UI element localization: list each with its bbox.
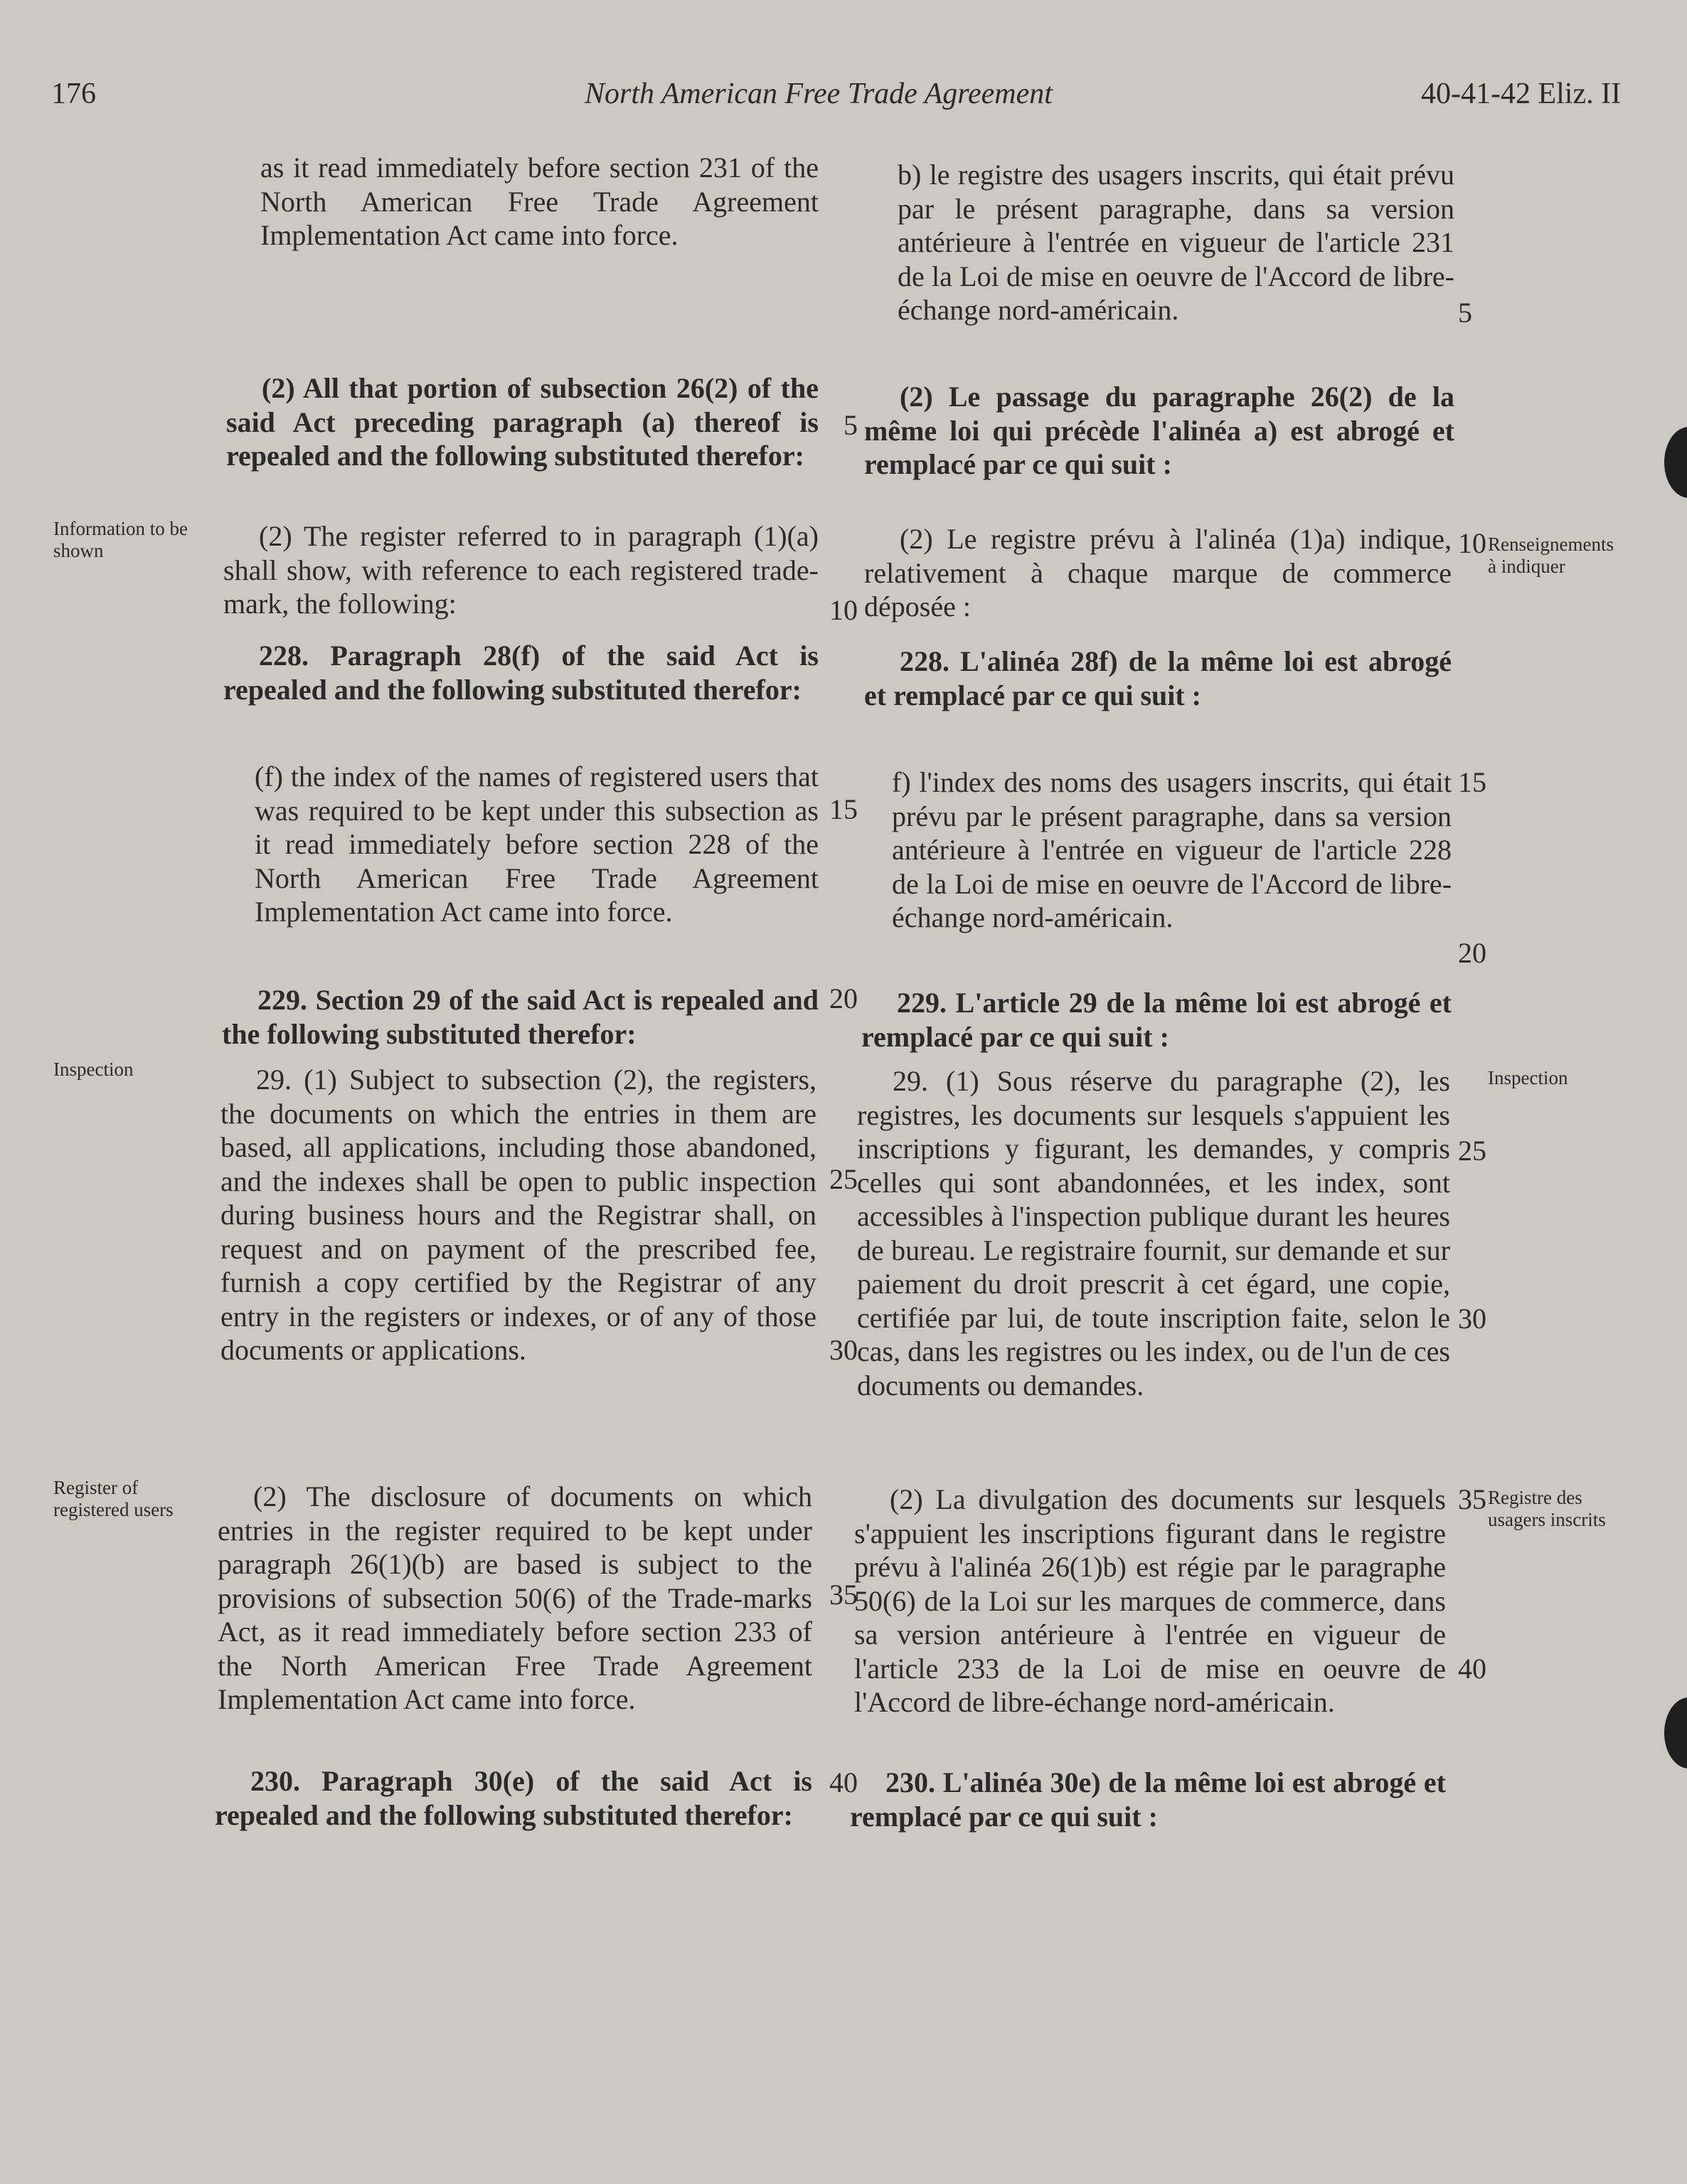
en-paragraph-7: 29. (1) Subject to subsection (2), the registers, the documents on which the entries in them are based, all applications, including those abandoned, and the indexes shall be open to public inspection during business hours and the Registrar shall, on request and on payment of the prescribed fee, furnish a copy certified by the Registrar of any entry in the registers or indexes, or of any of those documents or applications. — [220, 1064, 816, 1366]
en-paragraph-2: (2) All that portion of subsection 26(2) of the said Act preceding paragraph (a) thereof is repealed and the following substituted therefor: — [226, 372, 819, 472]
margin-note-registre: Registre des usagers inscrits — [1488, 1487, 1606, 1530]
line-number: 25 — [829, 1163, 858, 1195]
line-number: 10 — [1458, 527, 1486, 559]
line-number: 20 — [1458, 937, 1486, 969]
running-title: North American Free Trade Agreement — [585, 78, 1053, 110]
margin-note-information-to-be-shown: Information to be shown — [53, 518, 188, 561]
line-number: 20 — [829, 982, 858, 1014]
punch-hole — [1664, 1697, 1687, 1769]
margin-note-inspection: Inspection — [53, 1059, 134, 1080]
margin-note-inspection-fr: Inspection — [1488, 1067, 1568, 1088]
fr-paragraph-3: (2) Le registre prévu à l'alinéa (1)a) indique, relativement à chaque marque de commerce déposée : — [864, 523, 1452, 622]
en-paragraph-1: as it read immediately before section 231 of the North American Free Trade Agreement Implementation Act came into force. — [260, 152, 819, 251]
fr-paragraph-9: 230. L'alinéa 30e) de la même loi est abrogé et remplacé par ce qui suit : — [850, 1766, 1446, 1833]
line-number: 35 — [829, 1579, 858, 1611]
en-paragraph-9: 230. Paragraph 30(e) of the said Act is repealed and the following substituted therefor: — [215, 1765, 812, 1831]
en-paragraph-8: (2) The disclosure of documents on which entries in the register required to be kept under paragraph 26(1)(b) are based is subject to the provisions of subsection 50(6) of the Trade-marks Act, as it read immediately before section 233 of the North American Free Trade Agreement Implementation Act came into force. — [218, 1480, 812, 1715]
regnal-year: 40-41-42 Eliz. II — [1421, 78, 1622, 110]
fr-paragraph-7: 29. (1) Sous réserve du paragraphe (2), les registres, les documents sur lesquels s'appuient les inscriptions y figurant, les demandes, y compris celles qui sont abandonnées, et les index, sont accessibles à l'inspection publique durant les heures de bureau. Le registraire fournit, sur demande et sur paiement du droit prescrit à cet égard, une copie, certifiée par lui, de toute inscription faite, selon le cas, dans les registres ou les index, ou de l'un de ces documents ou demandes. — [857, 1065, 1450, 1401]
fr-paragraph-6: 229. L'article 29 de la même loi est abrogé et remplacé par ce qui suit : — [861, 987, 1452, 1053]
en-paragraph-3: (2) The register referred to in paragraph (1)(a) shall show, with reference to each registered trade-mark, the following: — [223, 520, 819, 620]
fr-paragraph-8: (2) La divulgation des documents sur lesquels s'appuient les inscriptions figurant dans le registre prévu à l'alinéa 26(1)b) est régie par le paragraphe 50(6) de la Loi sur les marques de commerce, dans sa version antérieure à l'entrée en vigueur de l'article 233 de la Loi de mise en oeuvre de l'Accord de libre-échange nord-américain. — [854, 1483, 1446, 1718]
page-number: 176 — [51, 78, 96, 110]
line-number: 10 — [829, 594, 858, 626]
line-number: 40 — [829, 1766, 858, 1798]
fr-paragraph-1: b) le registre des usagers inscrits, qui était prévu par le présent paragraphe, dans sa version antérieure à l'entrée en vigueur de l'article 231 de la Loi de mise en oeuvre de l'Accord de libre-échange nord-américain. — [898, 159, 1454, 326]
line-number: 40 — [1458, 1653, 1486, 1685]
en-paragraph-6: 229. Section 29 of the said Act is repealed and the following substituted therefor: — [222, 984, 819, 1050]
line-number: 25 — [1458, 1135, 1486, 1167]
line-number: 5 — [844, 409, 858, 441]
line-number: 15 — [829, 793, 858, 825]
fr-paragraph-5: f) l'index des noms des usagers inscrits, qui était prévu par le présent paragraphe, dans sa version antérieure à l'entrée en vigueur de l'article 228 de la Loi de mise en oeuvre de l'Accord de libre-échange nord-américain. — [892, 766, 1452, 933]
fr-paragraph-2: (2) Le passage du paragraphe 26(2) de la même loi qui précède l'alinéa a) est abrogé et remplacé par ce qui suit : — [864, 381, 1454, 480]
margin-note-register-of-registered-users: Register of registered users — [53, 1477, 174, 1520]
punch-hole — [1664, 427, 1687, 498]
fr-paragraph-4: 228. L'alinéa 28f) de la même loi est abrogé et remplacé par ce qui suit : — [864, 645, 1452, 711]
line-number: 5 — [1458, 297, 1472, 329]
line-number: 30 — [1458, 1303, 1486, 1335]
margin-note-renseignements: Renseignements à indiquer — [1488, 534, 1614, 577]
en-paragraph-4: 228. Paragraph 28(f) of the said Act is repealed and the following substituted therefor: — [223, 640, 819, 706]
line-number: 15 — [1458, 766, 1486, 798]
line-number: 35 — [1458, 1483, 1486, 1515]
line-number: 30 — [829, 1334, 858, 1366]
en-paragraph-5: (f) the index of the names of registered users that was required to be kept under this subsection as it read immediately before section 228 of the North American Free Trade Agreement Implementation Act came into force. — [255, 760, 819, 928]
